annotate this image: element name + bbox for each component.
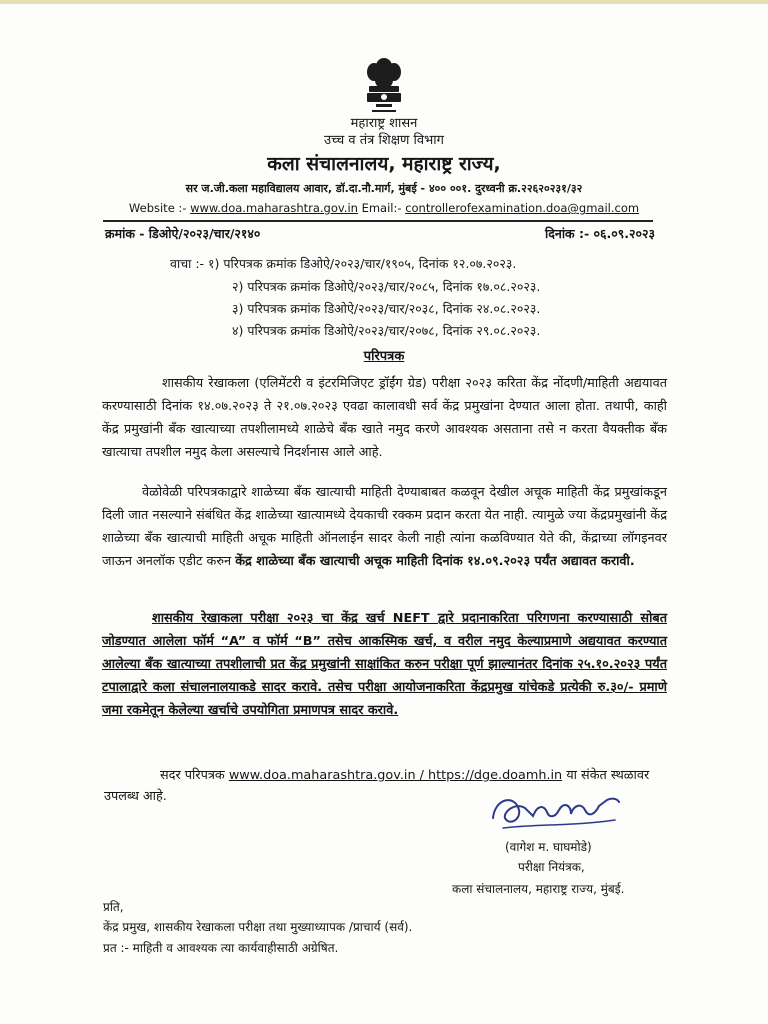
paragraph-4-link[interactable]: www.doa.maharashtra.gov.in / https://dge.doamh.in [228, 768, 563, 783]
reading-reference-3: ३) परिपत्रक क्रमांक डिओऐ/२०२३/चार/२०३८, दिनांक २४.०८.२०२३. [232, 301, 541, 316]
signatory-title: परीक्षा नियंत्रक, [518, 860, 585, 874]
paragraph-4-post: या संकेत स्थळावर [566, 768, 650, 783]
paragraph-2-highlight: केंद्र शाळेच्या बँक खात्याची अचूक माहिती दिनांक १४.०९.२०२३ पर्यंत अद्यावत करावी. [235, 554, 635, 569]
signature-image [485, 788, 625, 838]
email-label: Email:- [361, 201, 402, 215]
reference-number: क्रमांक - डिओऐ/२०२३/चार/२१४० [105, 226, 261, 241]
contact-line [0, 201, 768, 215]
website-link[interactable]: www.doa.maharashtra.gov.in [190, 201, 358, 215]
paragraph-4-line-2: उपलब्ध आहे. [104, 789, 167, 804]
paragraph-2 [102, 481, 667, 573]
govt-name: महाराष्ट्र शासन [350, 116, 418, 131]
email-link[interactable]: controllerofexamination.doa@gmail.com [405, 201, 640, 215]
address-line: सर ज.जी.कला महाविद्यालय आवार, डॉ.दा.नौ.मार्ग, मुंबई - ४०० ००१. दुरध्वनी क्र.२२६२०२३१/३२ [185, 182, 583, 195]
signatory-org: कला संचालनालय, महाराष्ट्र राज्य, मुंबई. [452, 882, 625, 896]
recipients-label: प्रति, [103, 900, 124, 914]
signatory-name: (वागेश म. घाघमोडे) [505, 840, 592, 854]
org-title: कला संचालनालय, महाराष्ट्र राज्य, [267, 153, 501, 175]
header-divider [103, 220, 653, 222]
subject-heading: परिपत्रक [363, 349, 405, 364]
paragraph-1: शासकीय रेखाकला (एलिमेंटरी व इंटरमिजिएट ड्रॉईंग ग्रेड) परीक्षा २०२३ करिता केंद्र नोंदणी/माहिती अद्ययावत करण्यासाठी दिनांक १४.०७.२०२३ ते २१.०७.२०२३ एवढा कालावधी सर्व केंद्र प्रमुखांना देण्यात आला होता. तथापी, काही केंद्र प्रमुखांनी बँक खात्याच्या तपशीलामध्ये शाळेचे बँक खाते नमुद करणे आवश्यक असताना तसे न करता वैयक्तीक बँक खात्याचा तपशील नमुद केला असल्याचे निदर्शनास आले आहे. [102, 376, 667, 460]
reference-date: दिनांक :- ०६.०९.२०२३ [545, 226, 656, 241]
dept-name: उच्च व तंत्र शिक्षण विभाग [324, 133, 444, 148]
reading-reference-2: २) परिपत्रक क्रमांक डिओऐ/२०२३/चार/२०८५, दिनांक १७.०८.२०२३. [232, 279, 541, 294]
paragraph-3: शासकीय रेखाकला परीक्षा २०२३ चा केंद्र खर्च NEFT द्वारे प्रदानाकरिता परिगणना करण्यासाठी सोबत जोडण्यात आलेला फॉर्म “A” व फॉर्म “B” तसेच आकस्मिक खर्च, व वरील नमुद केल्याप्रमाणे अद्ययावत करण्यात आलेल्या बँक खात्याच्या तपशीलाची प्रत केंद्र प्रमुखांनी साक्षांकित करुन परीक्षा पूर्ण झाल्यानंतर दिनांक २५.१०.२०२३ पर्यंत टपालाद्वारे कला संचालनालयाकडे सादर करावे. तसेच परीक्षा आयोजनाकरिता केंद्रप्रमुख यांचेकडे प्रत्येकी रु.३०/- प्रमाणे जमा रकमेतून केलेल्या खर्चाचे उपयोगिता प्रमाणपत्र सादर करावे. [102, 611, 667, 718]
reading-reference-1: वाचा :- १) परिपत्रक क्रमांक डिओऐ/२०२३/चार/१९०५, दिनांक १२.०७.२०२३. [170, 256, 517, 271]
website-label: Website :- [128, 201, 187, 215]
recipients-to: केंद्र प्रमुख, शासकीय रेखाकला परीक्षा तथा मुख्याध्यापक /प्राचार्य (सर्व). [103, 920, 413, 934]
top-edge-strip [0, 0, 768, 4]
paragraph-4-line-1 [160, 765, 649, 783]
paragraph-4-pre: सदर परिपत्रक [160, 768, 225, 783]
paragraph-2-text: वेळोवेळी परिपत्रकाद्वारे शाळेच्या बँक खात्याची माहिती देण्याबाबत कळवून देखील अचूक माहिती केंद्र प्रमुखांकडून दिली जात नसल्याने संबंधित केंद्र शाळेच्या खात्यामध्ये देयकाची रक्कम प्रदान करता येत नाही. त्यामुळे ज्या केंद्रप्रमुखांनी केंद्र शाळेच्या बँक खात्याची माहिती अचूक माहिती ऑनलाईन सादर केली नाही त्यांना कळविण्यात येते की, केंद्राच्या लॉगइनवर जाऊन अनलॉक एडीट करुन [102, 485, 667, 569]
recipients-copy: प्रत :- माहिती व आवश्यक त्या कार्यवाहीसाठी अग्रेषित. [103, 941, 339, 955]
reading-reference-4: ४) परिपत्रक क्रमांक डिओऐ/२०२३/चार/२०७८, दिनांक २९.०८.२०२३. [232, 323, 541, 338]
